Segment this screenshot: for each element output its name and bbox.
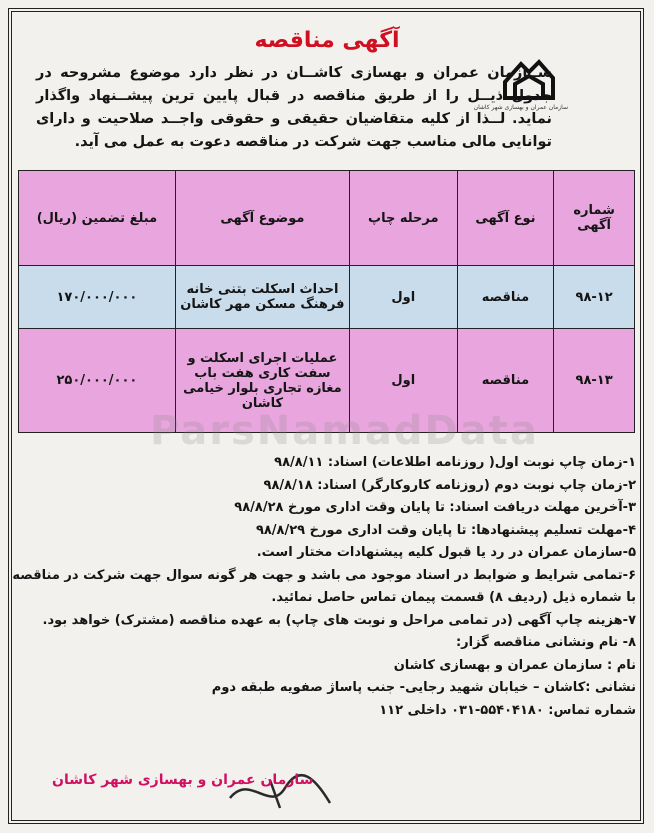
cell-guarantee-amount: ۲۵۰/۰۰۰/۰۰۰ (19, 329, 176, 433)
conditions-list (12, 452, 636, 722)
condition-item: ۴-مهلت تسلیم پیشنهادها: تا پایان وقت اداری مورخ ۹۸/۸/۲۹ (255, 522, 636, 538)
header-notice-type: نوع آگهی (457, 171, 554, 266)
table-row (19, 266, 635, 329)
header-subject: موضوع آگهی (175, 171, 349, 266)
cell-notice-type: مناقصه (457, 266, 554, 329)
cell-guarantee-amount: ۱۷۰/۰۰۰/۰۰۰ (19, 266, 176, 329)
condition-item: ۳-آخرین مهلت دریافت اسناد: تا پایان وقت اداری مورخ ۹۸/۸/۲۸ (234, 500, 636, 515)
condition-item: ۲-زمان چاپ نوبت دوم (روزنامه کاروکارگر) اسناد: ۹۸/۸/۱۸ (263, 477, 636, 493)
condition-item: ۸- نام ونشانی مناقصه گزار: (455, 635, 636, 650)
header-notice-number: شماره آگهی (554, 171, 635, 266)
organizer-phone: شماره تماس: ۵۵۴۰۴۱۸۰-۰۳۱ داخلی ۱۱۲ (379, 702, 636, 718)
cell-subject: احداث اسکلت بتنی خانه فرهنگ مسکن مهر کاشان (175, 266, 349, 329)
intro-paragraph (36, 62, 634, 154)
footer-organization: سازمان عمران و بهسازی شهر کاشان (52, 772, 314, 788)
table-header-row (19, 171, 635, 266)
organizer-address: نشانی :کاشان – خیابان شهید رجایی- جنب پاساژ صفویه طبقه دوم (211, 680, 636, 695)
cell-print-stage: اول (350, 329, 458, 433)
cell-notice-type: مناقصه (457, 329, 554, 433)
cell-notice-number: ۹۸-۱۲ (554, 266, 635, 329)
cell-subject: عملیات اجرای اسکلت و سفت کاری هفت باب مغازه تجاری بلوار خیامی کاشان (175, 329, 349, 433)
condition-item: ۷-هزینه چاپ آگهی (در تمامی مراحل و نوبت های چاپ) به عهده مناقصه (مشترک) خواهد بود. (42, 612, 636, 628)
tender-table (18, 170, 635, 433)
intro-text: ســازمان عمران و بهسازی کاشــان در نظر دارد موضوع مشروحه در جدول ذیــل را از طریق مناقصه در قبال پایین ترین پیشــنهاد واگذار نماید. لــذا از کلیه متقاضیان حقیقی و حقوقی واجــد صلاحیت و دارای توانایی مالی مناسب جهت شرکت در مناقصه دعوت به عمل می آید. (36, 65, 552, 150)
cell-print-stage: اول (350, 266, 458, 329)
header-guarantee-amount: مبلغ تضمین (ریال) (19, 171, 176, 266)
organizer-name: نام : سازمان عمران و بهسازی کاشان (393, 657, 636, 673)
condition-item: ۵-سازمان عمران در رد یا قبول کلیه پیشنهادات مختار است. (256, 545, 636, 560)
logo-caption: سازمان عمران و بهسازی شهر کاشان (473, 104, 568, 111)
condition-item: ۱-زمان چاپ نوبت اول( روزنامه اطلاعات) اسناد: ۹۸/۸/۱۱ (274, 455, 636, 470)
cell-notice-number: ۹۸-۱۳ (554, 329, 635, 433)
header-print-stage: مرحله چاپ (350, 171, 458, 266)
notice-title: آگهی مناقصه (254, 28, 400, 53)
condition-item: ۶-تمامی شرایط و ضوابط در اسناد موجود می باشد و جهت هر گونه سوال جهت شرکت در مناقصه (12, 567, 636, 583)
watermark: ParsNamadData (150, 408, 539, 454)
condition-item: با شماره ذیل (ردیف ۸) قسمت پیمان تماس حاصل نمائید. (271, 590, 636, 605)
